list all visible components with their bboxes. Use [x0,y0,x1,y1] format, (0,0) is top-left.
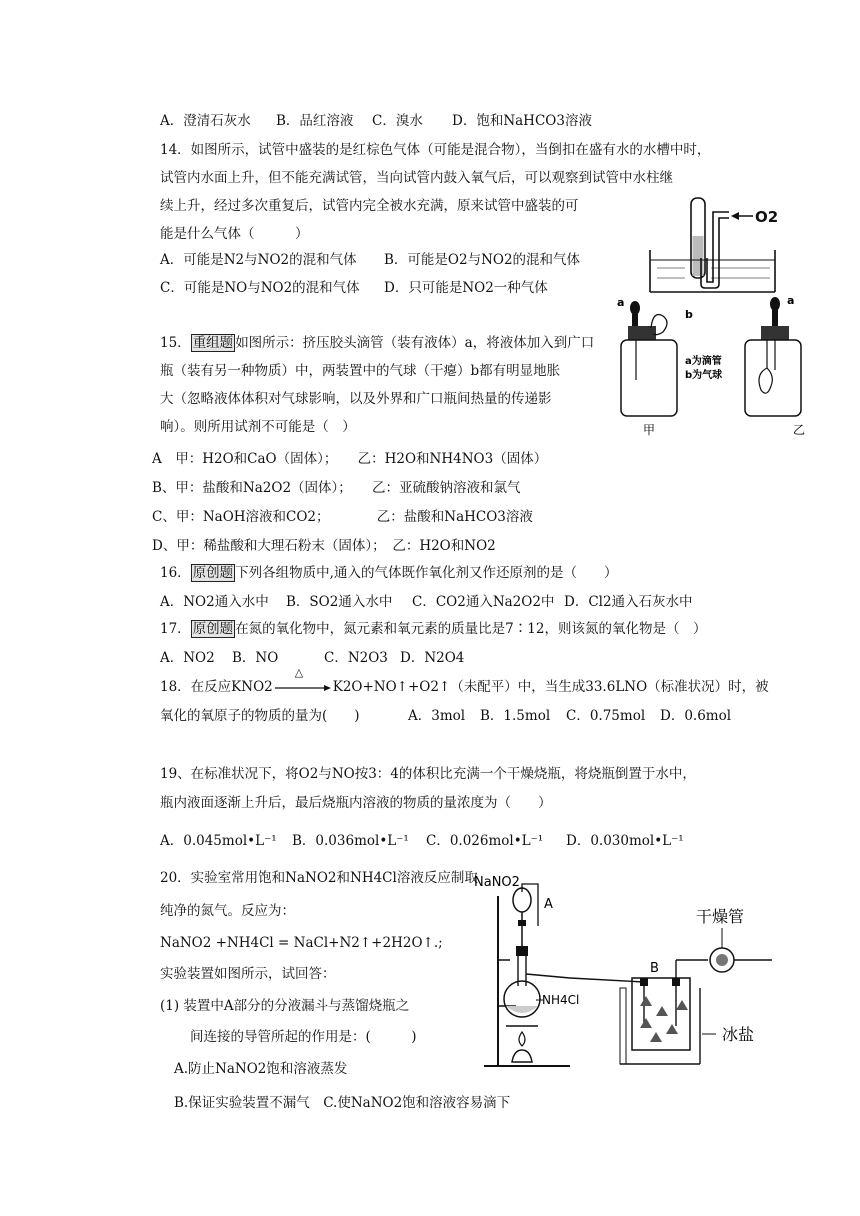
q17-stem-text: 在氮的氧化物中，氮元素和氧元素的质量比是7∶12，则该氮的氧化物是（ ） [235,621,707,637]
q18-stem-2: 氧化的氧原子的物质的量为( ) [160,708,360,724]
q20-sub1-line-1: (1) 装置中A部分的分液漏斗与蒸馏烧瓶之 [160,998,410,1014]
q20-figure-apparatus [470,866,780,1074]
q13-options [160,111,592,131]
q20-equation: NaNO2 +NH4Cl = NaCl+N2↑+2H2O↑.; [160,935,443,951]
q20-option-a: A.防止NaNO2饱和溶液蒸发 [174,1061,348,1077]
q19-option-a: A．0.045mol•L⁻¹ [160,833,277,849]
q14-figure-o2-label: O2 [755,208,779,226]
q18-pre: 18．在反应KNO2 [160,679,273,695]
q14-line-2: 试管内水面上升，但不能充满试管，当向试管内鼓入氧气后，可以观察到试管中水柱继 [160,170,673,186]
q15-line-4: 响）。则所用试剂不可能是（ ） [160,419,356,435]
q15-figure-bottles [615,290,830,440]
q17-options [160,648,464,668]
q18-heat-arrow [273,665,333,695]
q14-line-3: 续上升，经过多次重复后，试管内完全被水充满，原来试管中盛装的可 [160,198,579,214]
q20-fig-label-nano2: NaNO2 [474,875,520,890]
q16-stem [160,563,617,583]
q15-fig-label-a-right: a [787,294,795,307]
q16-option-c: C．CO2通入Na2O2中 [412,594,555,610]
q19-option-d: D．0.030mol•L⁻¹ [566,833,684,849]
q18-line-2 [160,706,731,726]
q19-line-1: 19、在标准状况下，将O2与NO按3：4的体积比充满一个干燥烧瓶，将烧瓶倒置于水中， [160,766,696,782]
q13-option-a: A．澄清石灰水 [160,113,251,129]
q19-options [160,831,684,851]
q14-options-row-1 [160,250,580,270]
q16-stem-text: 下列各组物质中,通入的气体既作氧化剂又作还原剂的是（ ） [235,565,618,581]
q20-fig-label-ice-salt: 冰盐 [722,1025,755,1044]
q13-option-b: B．品红溶液 [276,113,354,129]
q17-number: 17． [160,621,191,637]
q20-fig-label-nh4cl: NH4Cl [542,993,580,1007]
q16-option-a: A．NO2通入水中 [160,594,269,610]
q16-option-b: B．SO2通入水中 [286,594,393,610]
q20-line-2: 纯净的氮气。反应为： [160,903,295,919]
q14-line-1: 14．如图所示，试管中盛装的是红棕色气体（可能是混合物），当倒扣在盛有水的水槽中时， [160,142,711,158]
q20-line-4: 实验装置如图所示，试回答： [160,966,336,982]
q14-option-c: C．可能是NO与NO2的混和气体 [160,280,360,296]
q20-fig-label-b: B [650,961,659,976]
q18-option-b: B．1.5mol [480,708,551,724]
q18-option-a: A．3mol [408,708,466,724]
q20-fig-label-a: A [544,897,553,912]
q18-heat-symbol: △ [294,665,304,679]
q20-line-1: 20．实验室常用饱和NaNO2和NH4Cl溶液反应制取 [160,870,478,886]
q14-option-b: B．可能是O2与NO2的混和气体 [384,252,581,268]
q15-fig-note-1: a为滴管 [685,356,722,367]
q14-options-row-2 [160,278,548,298]
q15-fig-label-a: a [617,296,625,309]
q15-line-3: 大（忽略液体体积对气球影响，以及外界和广口瓶间热量的传递影 [160,391,552,407]
q20-fig-label-drying-tube: 干燥管 [696,907,745,926]
q17-tag: 原创题 [192,621,234,637]
q15-fig-note-2: b为气球 [685,370,723,381]
q15-line-1 [160,333,594,353]
q20-sub1-line-2: 间连接的导管所起的作用是：( ) [190,1029,417,1045]
q18-option-c: C．0.75mol [566,708,646,724]
q14-figure-trough [645,188,780,300]
q18-line-1 [160,665,769,697]
q20-option-bc: B.保证实验装置不漏气 C.使NaNO2饱和溶液容易滴下 [174,1095,511,1111]
q15-option-d: D、甲：稀盐酸和大理石粉末（固体）； 乙：H2O和NO2 [152,538,496,554]
q17-option-c: C．N2O3 [324,650,388,666]
q19-option-b: B．0.036mol•L⁻¹ [292,833,409,849]
q13-option-d: D．饱和NaHCO3溶液 [452,113,592,129]
q19-line-2: 瓶内液面逐渐上升后，最后烧瓶内溶液的物质的量浓度为（ ） [160,795,552,811]
q14-line-4: 能是什么气体（ ） [160,226,309,242]
q14-option-d: D．只可能是NO2一种气体 [384,280,548,296]
q18-post: K2O+NO↑+O2↑（未配平）中，当生成33.6LNO（标准状况）时，被 [332,679,769,695]
q17-option-a: A．NO2 [160,650,215,666]
q15-fig-label-jia: 甲 [643,423,656,437]
q15-option-b: B、甲：盐酸和Na2O2（固体）； 乙：亚硫酸钠溶液和氯气 [152,480,521,496]
q18-option-d: D．0.6mol [660,708,732,724]
q15-tag: 重组题 [192,335,234,351]
q16-options [160,592,693,612]
q15-option-c: C、甲：NaOH溶液和CO2； 乙：盐酸和NaHCO3溶液 [152,509,533,525]
q14-option-a: A．可能是N2与NO2的混和气体 [160,252,357,268]
q19-option-c: C．0.026mol•L⁻¹ [426,833,544,849]
q13-option-c: C．溴水 [372,113,423,129]
q15-fig-label-b: b [685,308,693,321]
q15-number: 15． [160,335,191,351]
q17-stem [160,619,706,639]
q17-option-d: D．N2O4 [400,650,465,666]
q16-number: 16． [160,565,191,581]
q16-option-d: D．Cl2通入石灰水中 [564,594,693,610]
q15-fig-label-yi: 乙 [793,423,806,437]
q16-tag: 原创题 [192,565,234,581]
q17-option-b: B．NO [232,650,279,666]
q15-option-a: A 甲：H2O和CaO（固体）； 乙：H2O和NH4NO3（固体） [152,451,548,467]
q15-line-2: 瓶（装有另一种物质）中，两装置中的气球（干瘪）b都有明显地胀 [160,363,561,379]
q15-stem-1: 如图所示：挤压胶头滴管（装有液体）a，将液体加入到广口 [235,335,595,351]
